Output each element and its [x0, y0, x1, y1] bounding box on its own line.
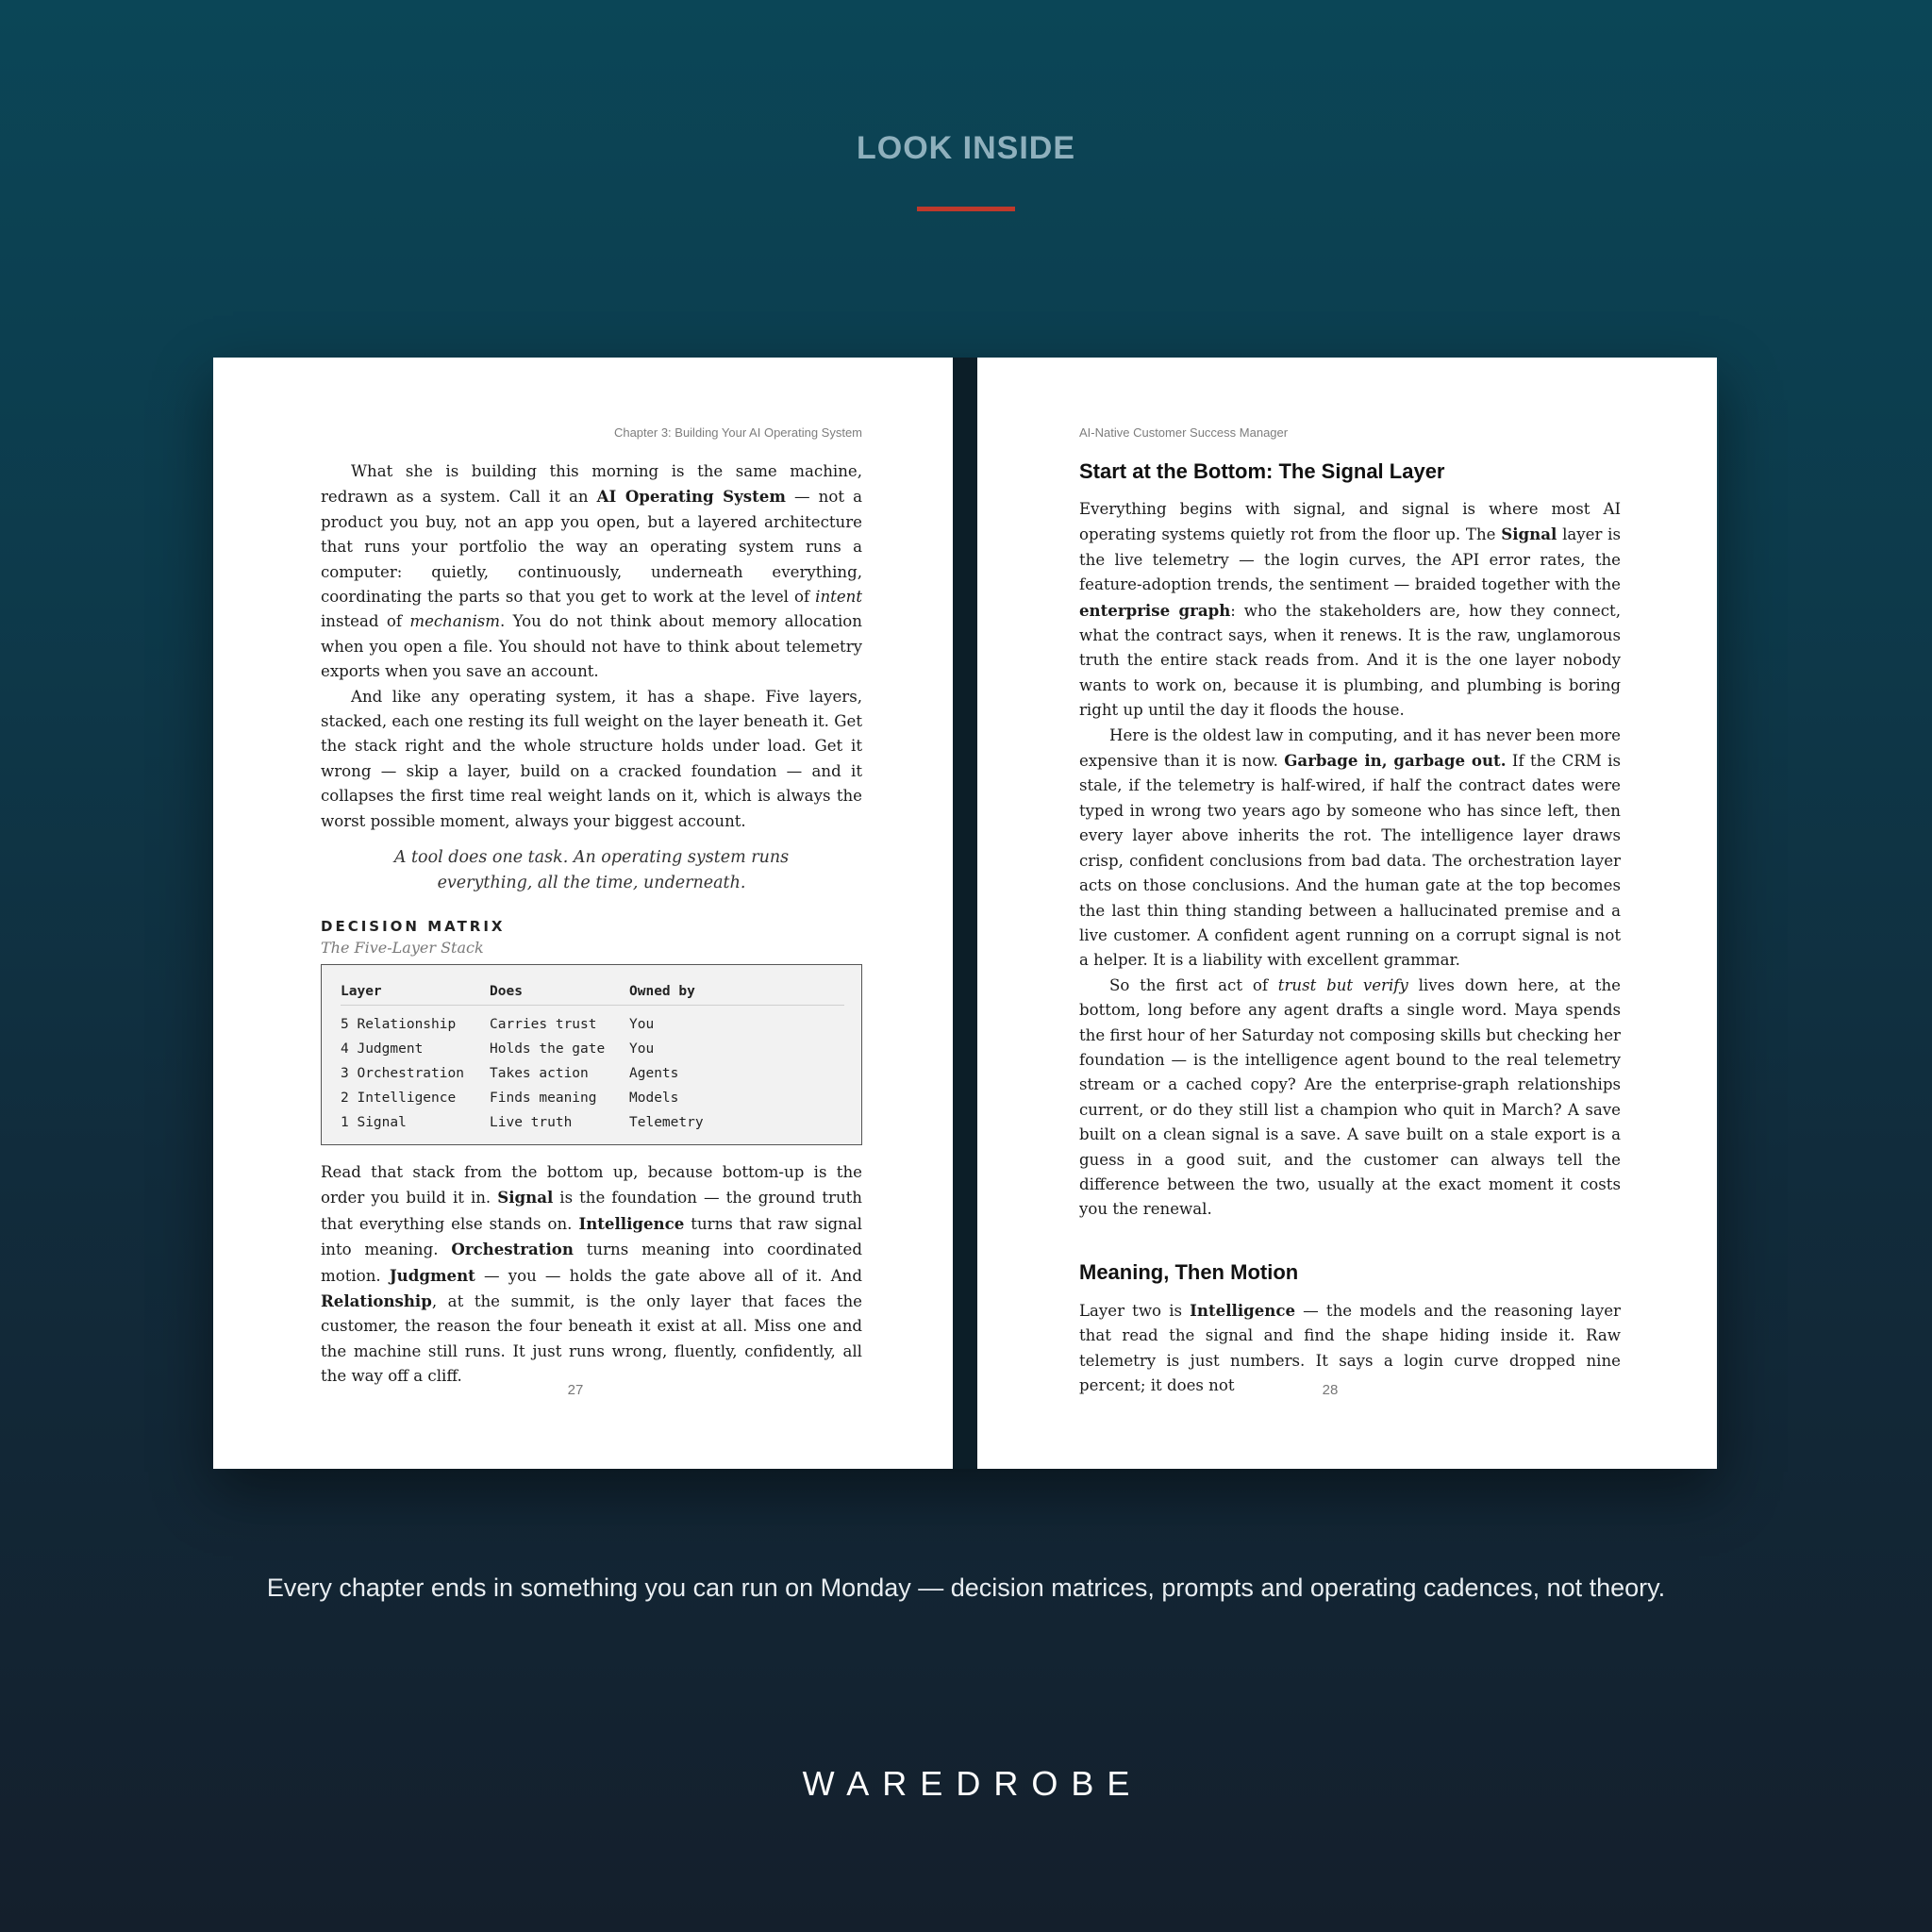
matrix-cell: 1 Signal [341, 1114, 407, 1130]
left-paragraph-1: What she is building this morning is the same machine, redrawn as a system. Call it an AI Operating System — not a product you buy, not an app you open, but a layered architecture that runs your portfolio the way an operating system runs a computer: quietly, continuously, underneath everything, coordinating the parts so that you get to work at the level of intent instead of mechanism. You do not think about memory allocation when you open a file. You should not have to think about telemetry exports when you save an account. [321, 462, 862, 681]
section-heading-signal-layer: Start at the Bottom: The Signal Layer [1079, 459, 1445, 483]
table-row [341, 1086, 844, 1110]
tagline: Every chapter ends in something you can run on Monday — decision matrices, prompts and operating cadences, not theory. [266, 1574, 1666, 1602]
left-paragraph-2: And like any operating system, it has a shape. Five layers, stacked, each one resting its full weight on the layer beneath it. Get the stack right and the whole structure holds under load. Get it wrong — skip a layer, build on a cracked foundation — and it collapses the first time real weight lands on it, which is always the worst possible moment, always your biggest account. [321, 687, 862, 830]
matrix-header-layer: Layer [341, 980, 490, 1006]
left-running-head: Chapter 3: Building Your AI Operating System [613, 425, 862, 440]
left-page-number: 27 [567, 1382, 584, 1398]
look-inside-title: LOOK INSIDE [856, 130, 1076, 166]
table-row [341, 1110, 844, 1135]
left-paragraph-3: Read that stack from the bottom up, because bottom-up is the order you build it in. Signal is the foundation — the ground truth that everything else stands on. Intelligence turns that raw signal into meaning. Orchestration turns meaning into coordinated motion. Judgment — you — holds the gate above all of it. And Relationship, at the summit, is the only layer that faces the customer, the reason the four beneath it exist at all. Miss one and the machine still runs. It just runs wrong, fluently, confidently, all the way off a cliff. [321, 1162, 862, 1386]
matrix-cell: You [629, 1041, 655, 1057]
right-page-number: 28 [1322, 1382, 1339, 1398]
right-paragraph-3: So the first act of trust but verify lives down here, at the bottom, long before any agent drafts a single word. Maya spends the first hour of her Saturday not composing skills but checking her foundation — is the intelligence agent bound to the real telemetry stream or a cached copy? Are the enterprise-graph relationships current, or do they still list a champion who quit in March? A save built on a clean signal is a save. A save built on a stale export is a guess in a good suit, and the customer can always tell the difference between the two, usually at the exact moment it costs you the renewal. [1079, 975, 1621, 1219]
book-gutter [953, 358, 977, 1469]
right-page [977, 358, 1717, 1469]
decision-matrix-label: DECISION MATRIX [321, 917, 506, 935]
decision-matrix-box [321, 964, 862, 1145]
title-accent-bar [917, 207, 1015, 211]
pull-quote: A tool does one task. An operating system runs everything, all the time, underneath. [393, 848, 790, 892]
decision-matrix-subtitle: The Five-Layer Stack [321, 938, 484, 957]
matrix-header-owned-by: Owned by [629, 980, 844, 1006]
right-paragraph-1: Everything begins with signal, and signal is where most AI operating systems quietly rot from the floor up. The Signal layer is the live telemetry — the login curves, the API error rates, the feature-adoption trends, the sentiment — braided together with the enterprise graph: who the stakeholders are, how they connect, what the contract says, when it renews. It is the raw, unglamorous truth the entire stack reads from. And it is the one layer nobody wants to work on, because it is plumbing, and plumbing is boring right up until the day it floods the house. [1079, 500, 1622, 720]
left-page-content [321, 424, 862, 1390]
matrix-cell: Models [629, 1090, 679, 1106]
right-page-content [1079, 424, 1621, 1398]
matrix-cell: Carries trust [490, 1016, 597, 1032]
matrix-cell: Telemetry [629, 1114, 704, 1130]
right-paragraph-2: Here is the oldest law in computing, and it has never been more expensive than it is now. Garbage in, garbage out. If the CRM is stale, if the telemetry is half-wired, if half the contract dates were typed in wrong two years ago by someone who has since left, then every layer above inherits the rot. The intelligence layer draws crisp, confident conclusions from bad data. The orchestration layer acts on those conclusions. And the human gate at the top becomes the last thin thing standing between a hallucinated premise and a live customer. A confident agent running on a corrupt signal is not a helper. It is a liability with excellent grammar. [1079, 725, 1621, 970]
book-spread [213, 358, 1719, 1469]
matrix-cell: You [629, 1016, 655, 1032]
matrix-header-row [341, 980, 844, 1006]
left-page [213, 358, 953, 1469]
matrix-cell: 3 Orchestration [341, 1065, 464, 1081]
section-heading-meaning-motion: Meaning, Then Motion [1079, 1259, 1299, 1284]
table-row [341, 1037, 844, 1061]
matrix-cell: 2 Intelligence [341, 1090, 457, 1106]
matrix-cell: 5 Relationship [341, 1016, 457, 1032]
right-running-head: AI-Native Customer Success Manager [1079, 425, 1289, 440]
table-row [341, 1061, 844, 1086]
matrix-cell: Live truth [490, 1114, 573, 1130]
matrix-cell: Takes action [490, 1065, 589, 1081]
matrix-cell: Finds meaning [490, 1090, 597, 1106]
matrix-cell: Holds the gate [490, 1041, 606, 1057]
matrix-header-does: Does [490, 980, 629, 1006]
matrix-cell: 4 Judgment [341, 1041, 424, 1057]
table-row [341, 1005, 844, 1037]
brand-logo: WAREDROBE [802, 1764, 1143, 1803]
matrix-cell: Agents [629, 1065, 679, 1081]
decision-matrix-table [341, 980, 844, 1135]
right-paragraph-4: Layer two is Intelligence — the models and the reasoning layer that read the signal and find the shape hiding inside it. Raw telemetry is just numbers. It says a login curve dropped nine percent; it does not [1079, 1300, 1621, 1394]
